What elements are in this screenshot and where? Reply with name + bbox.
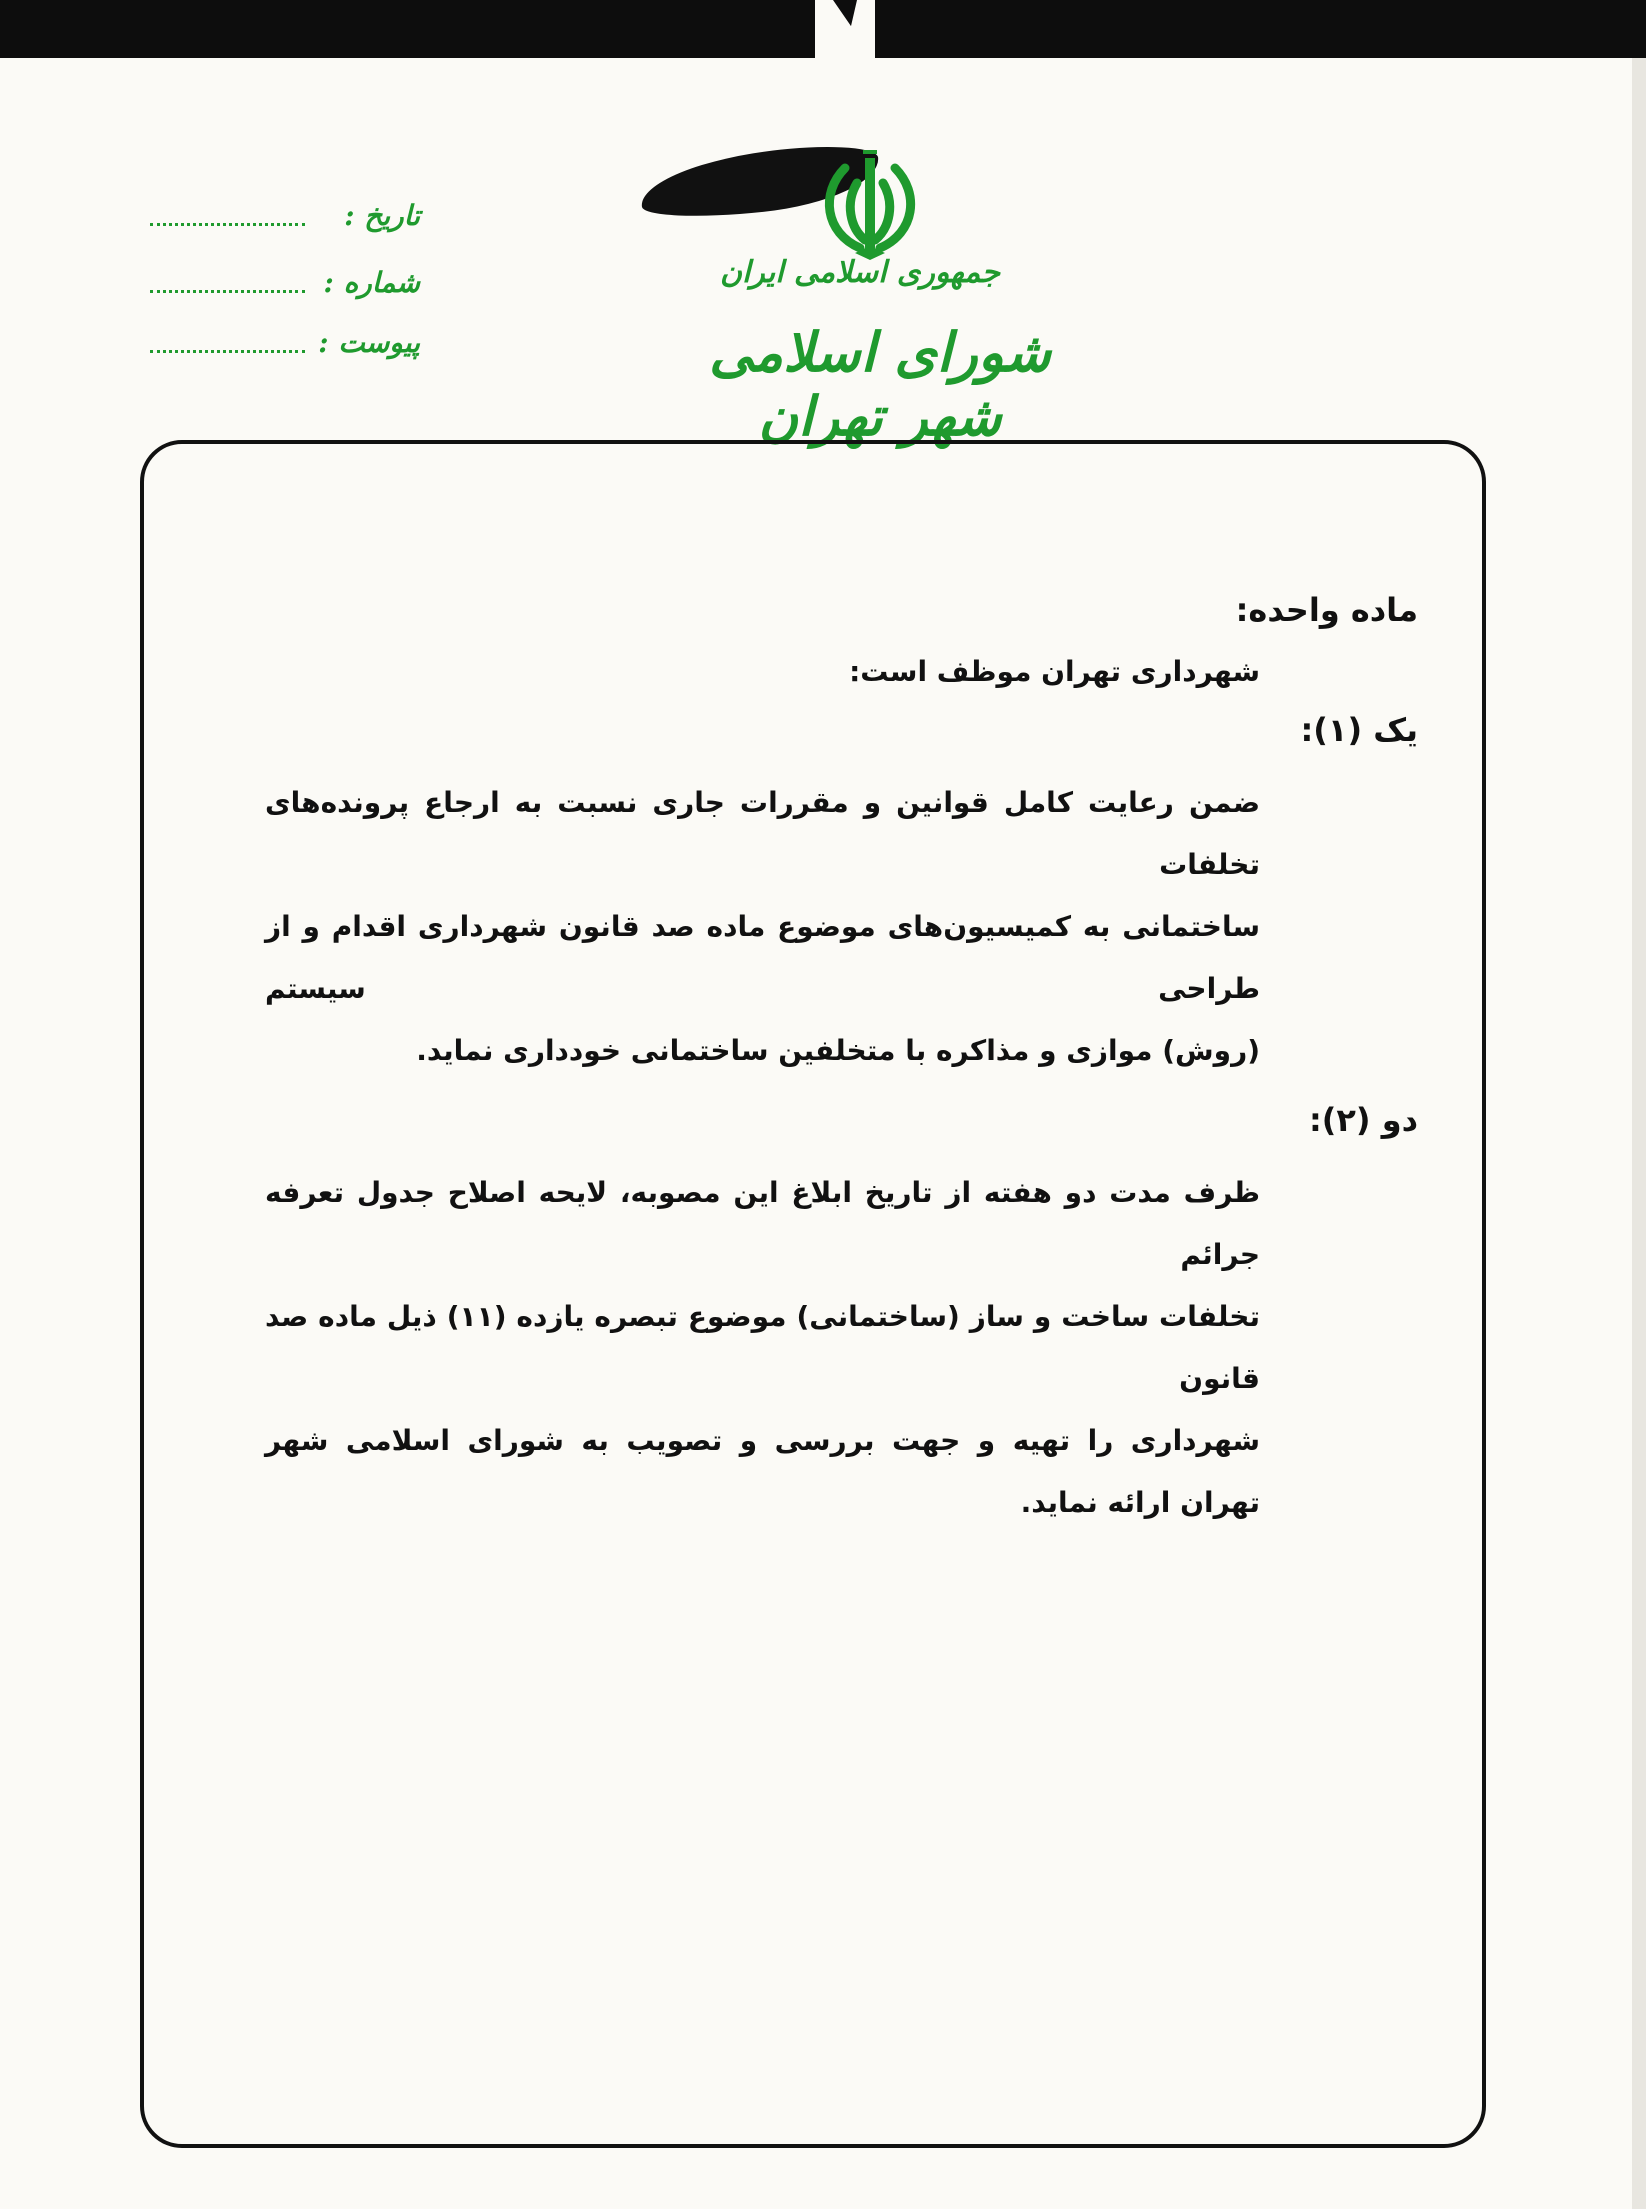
number-dotted-line [150, 290, 305, 293]
text-line: (روش) موازی و مذاکره با متخلفین ساختمانی خودداری نماید. [416, 1034, 1260, 1067]
attachment-label: پیوست : [318, 325, 420, 359]
text-line: ظرف مدت دو هفته از تاریخ ابلاغ این مصوبه، لایحه اصلاح جدول تعرفه جرائم [265, 1176, 1260, 1271]
text-line: ضمن رعایت کامل قوانین و مقررات جاری نسبت به ارجاع پرونده‌های تخلفات [265, 786, 1260, 881]
heading: ماده واحده: [1235, 591, 1418, 629]
text-line: ساختمانی به کمیسیون‌های موضوع ماده صد قانون شهرداری اقدام و از طراحی سیستم [265, 910, 1260, 1005]
clause-1-title: یک (۱): [1300, 711, 1418, 749]
date-label: تاریخ : [344, 198, 420, 232]
organization-name: شورای اسلامی شهر تهران [709, 320, 1051, 448]
clause-2-text [265, 1162, 1260, 1534]
attachment-dotted-line [150, 350, 305, 353]
clause-2-title: دو (۲): [1308, 1101, 1418, 1139]
document-body [265, 590, 1418, 1534]
text-line: شهرداری را تهیه و جهت بررسی و تصویب به شورای اسلامی شهر تهران ارائه نماید. [265, 1424, 1260, 1519]
date-dotted-line [150, 223, 305, 226]
intro-text: شهرداری تهران موظف است: [849, 655, 1260, 688]
text-line: تخلفات ساخت و ساز (ساختمانی) موضوع تبصره یازده (۱۱) ذیل ماده صد قانون [265, 1300, 1260, 1395]
clause-1-text [265, 772, 1260, 1082]
number-label: شماره : [323, 265, 420, 299]
number-field [150, 262, 420, 302]
attachment-field [150, 322, 420, 362]
emblem-caption: جمهوری اسلامی ایران [719, 255, 1001, 290]
iran-emblem-icon [815, 148, 925, 268]
scan-right-edge [1632, 58, 1646, 2209]
date-field [150, 195, 420, 235]
